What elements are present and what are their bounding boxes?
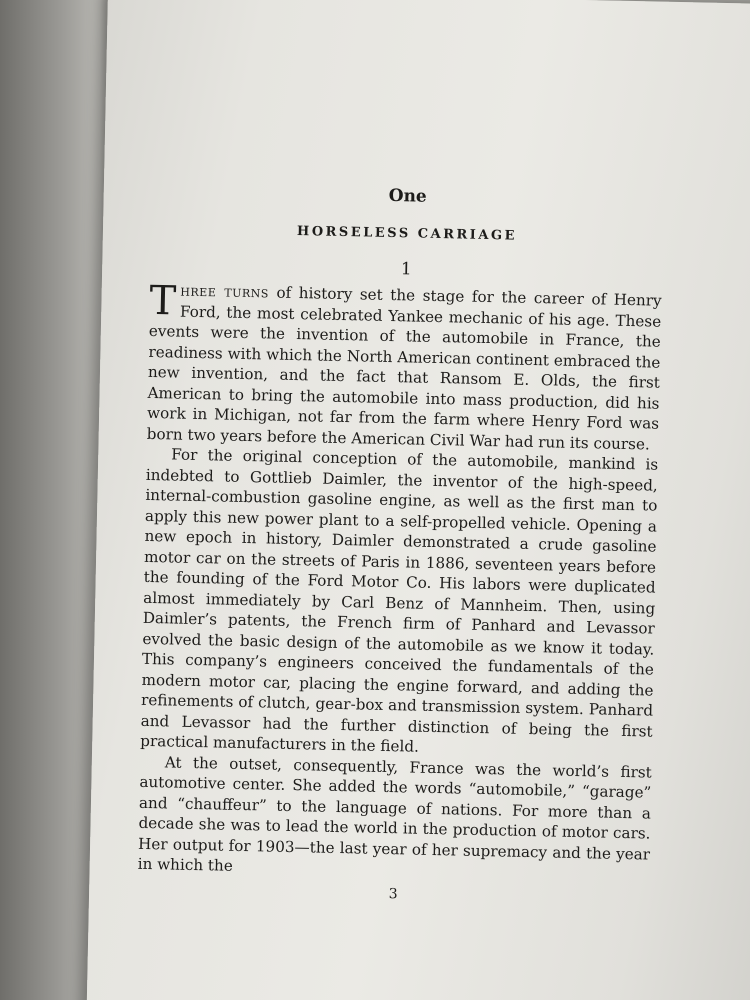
chapter-number: One bbox=[388, 185, 427, 207]
book-page bbox=[86, 0, 750, 1000]
paragraph-1-text: of history set the stage for the career of Henry Ford, the most celebrated Yankee mechanic of his age. These events were the invention of the automobile in France, the readiness with which the North American continent embraced the new invention, and the fact that Ransom E. Olds, the first American to bring the automobile into mass production, did his work in Michigan, not far from the farm where Henry Ford was born two years before the American Civil War had run its course. bbox=[146, 283, 662, 453]
section-number: 1 bbox=[400, 259, 412, 280]
paragraph-1 bbox=[146, 277, 662, 455]
paragraph-3: At the outset, consequently, France was the world’s first automotive center. She added the words “automobile,” “garage” and “chauffeur” to the language of nations. For more than a decade she was to lead the world in the production of motor cars. Her output for 1903—the last year of her supremacy and the year in which the bbox=[137, 752, 652, 875]
page-number: 3 bbox=[388, 885, 398, 902]
body-text bbox=[137, 277, 662, 885]
page-content bbox=[137, 181, 664, 907]
chapter-title: HORSELESS CARRIAGE bbox=[296, 224, 518, 244]
paragraph-2: For the original conception of the automobile, mankind is indebted to Gottlieb Daimler, the inventor of the high-speed, internal-combustion gasoline engine, as well as the first man to apply this new power plant to a self-propelled vehicle. Opening a new epoch in history, Daimler demonstrated a crude gasoline motor car on the streets of Paris in 1886, seventeen years before the founding of the Ford Motor Co. His labors were duplicated almost immediately by Carl Benz of Mannheim. Then, using Daimler’s patents, the French firm of Panhard and Levassor evolved the basic design of the automobile as we know it today. This company’s engineers conceived the fundamentals of the modern motor car, placing the engine forward, and adding the refinements of clutch, gear-box and transmission system. Panhard and Levassor had the further distinction of being the first practical manufacturers in the field. bbox=[140, 445, 659, 756]
drop-cap: T bbox=[149, 277, 177, 325]
opening-small-caps: hree turns bbox=[180, 281, 270, 302]
